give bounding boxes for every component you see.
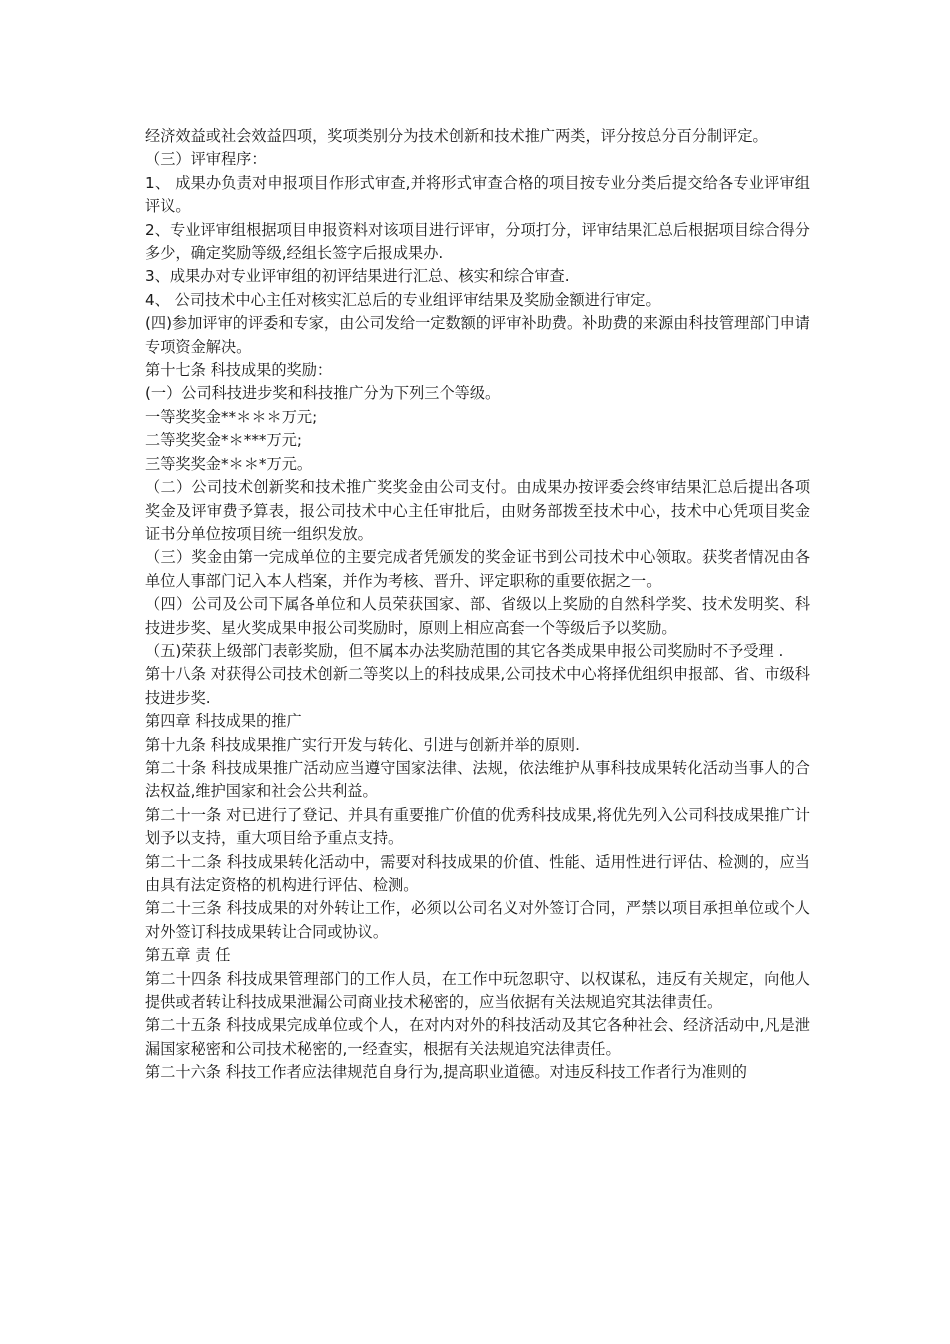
paragraph: 3、成果办对专业评审组的初评结果进行汇总、核实和综合审查.: [145, 267, 570, 286]
paragraph: (一）公司科技进步奖和科技推广分为下列三个等级。: [145, 384, 501, 403]
paragraph: 1、 成果办负责对申报项目作形式审查,并将形式审查合格的项目按专业分类后提交给各专业评审组评议。: [145, 173, 810, 216]
paragraph: （二）公司技术创新奖和技术推广奖奖金由公司支付。由成果办按评委会终审结果汇总后提出各项奖金及评审费予算表，报公司技术中心主任审批后，由财务部拨至技术中心，技术中心凭项目奖金证书分单位按项目统一组织发放。: [145, 478, 810, 543]
chapter-heading: 第四章 科技成果的推广: [145, 712, 302, 731]
prize-line: 一等奖奖金**＊＊＊万元;: [145, 407, 318, 426]
prize-line: 三等奖奖金*＊＊*万元。: [145, 454, 313, 473]
paragraph: （三）奖金由第一完成单位的主要完成者凭颁发的奖金证书到公司技术中心领取。获奖者情况由各单位人事部门记入本人档案，并作为考核、晋升、评定职称的重要依据之一。: [145, 548, 810, 590]
document-body: [145, 125, 810, 1085]
paragraph: 2、专业评审组根据项目申报资料对该项目进行评审，分项打分，评审结果汇总后根据项目综合得分多少，确定奖励等级,经组长签字后报成果办.: [145, 220, 810, 263]
article: 第二十二条 科技成果转化活动中，需要对科技成果的价值、性能、适用性进行评估、检测的，应当由具有法定资格的机构进行评估、检测。: [145, 852, 810, 894]
article: 第二十条 科技成果推广活动应当遵守国家法律、法规，依法维护从事科技成果转化活动当事人的合法权益,维护国家和社会公共利益。: [145, 758, 810, 801]
paragraph: （四）公司及公司下属各单位和人员荣获国家、部、省级以上奖励的自然科学奖、技术发明奖、科技进步奖、星火奖成果申报公司奖励时，原则上相应高套一个等级后予以奖励。: [145, 595, 810, 637]
prize-line: 二等奖奖金*＊***万元;: [145, 431, 302, 450]
article-heading: 第十七条 科技成果的奖励：: [145, 361, 333, 380]
article: 第二十三条 科技成果的对外转让工作，必须以公司名义对外签订合同，严禁以项目承担单位或个人对外签订科技成果转让合同或协议。: [145, 899, 810, 941]
paragraph: 4、 公司技术中心主任对核实汇总后的专业组评审结果及奖励金额进行审定。: [145, 290, 661, 309]
paragraph: （五)荣获上级部门表彰奖励，但不属本办法奖励范围的其它各类成果申报公司奖励时不予受理 .: [145, 641, 784, 660]
chapter-heading: 第五章 责 任: [145, 946, 231, 965]
article: 第二十一条 对已进行了登记、并具有重要推广价值的优秀科技成果,将优先列入公司科技成果推广计划予以支持，重大项目给予重点支持。: [145, 805, 810, 848]
paragraph: （三）评审程序：: [145, 150, 267, 169]
article: 第二十六条 科技工作者应法律规范自身行为,提高职业道德。对违反科技工作者行为准则的: [145, 1063, 747, 1082]
article: 第二十四条 科技成果管理部门的工作人员，在工作中玩忽职守、以权谋私，违反有关规定，向他人提供或者转让科技成果泄漏公司商业技术秘密的，应当依据有关法规追究其法律责任。: [145, 969, 810, 1012]
article: 第十九条 科技成果推广实行开发与转化、引进与创新并举的原则.: [145, 735, 580, 754]
paragraph: 经济效益或社会效益四项，奖项类别分为技术创新和技术推广两类，评分按总分百分制评定。: [145, 127, 768, 145]
article: 第二十五条 科技成果完成单位或个人，在对内对外的科技活动及其它各种社会、经济活动中,凡是泄漏国家秘密和公司技术秘密的,一经查实，根据有关法规追究法律责任。: [145, 1016, 810, 1058]
paragraph: (四)参加评审的评委和专家，由公司发给一定数额的评审补助费。补助费的来源由科技管理部门申请专项资金解决。: [145, 314, 810, 356]
article: 第十八条 对获得公司技术创新二等奖以上的科技成果,公司技术中心将择优组织申报部、省、市级科技进步奖.: [145, 665, 810, 707]
